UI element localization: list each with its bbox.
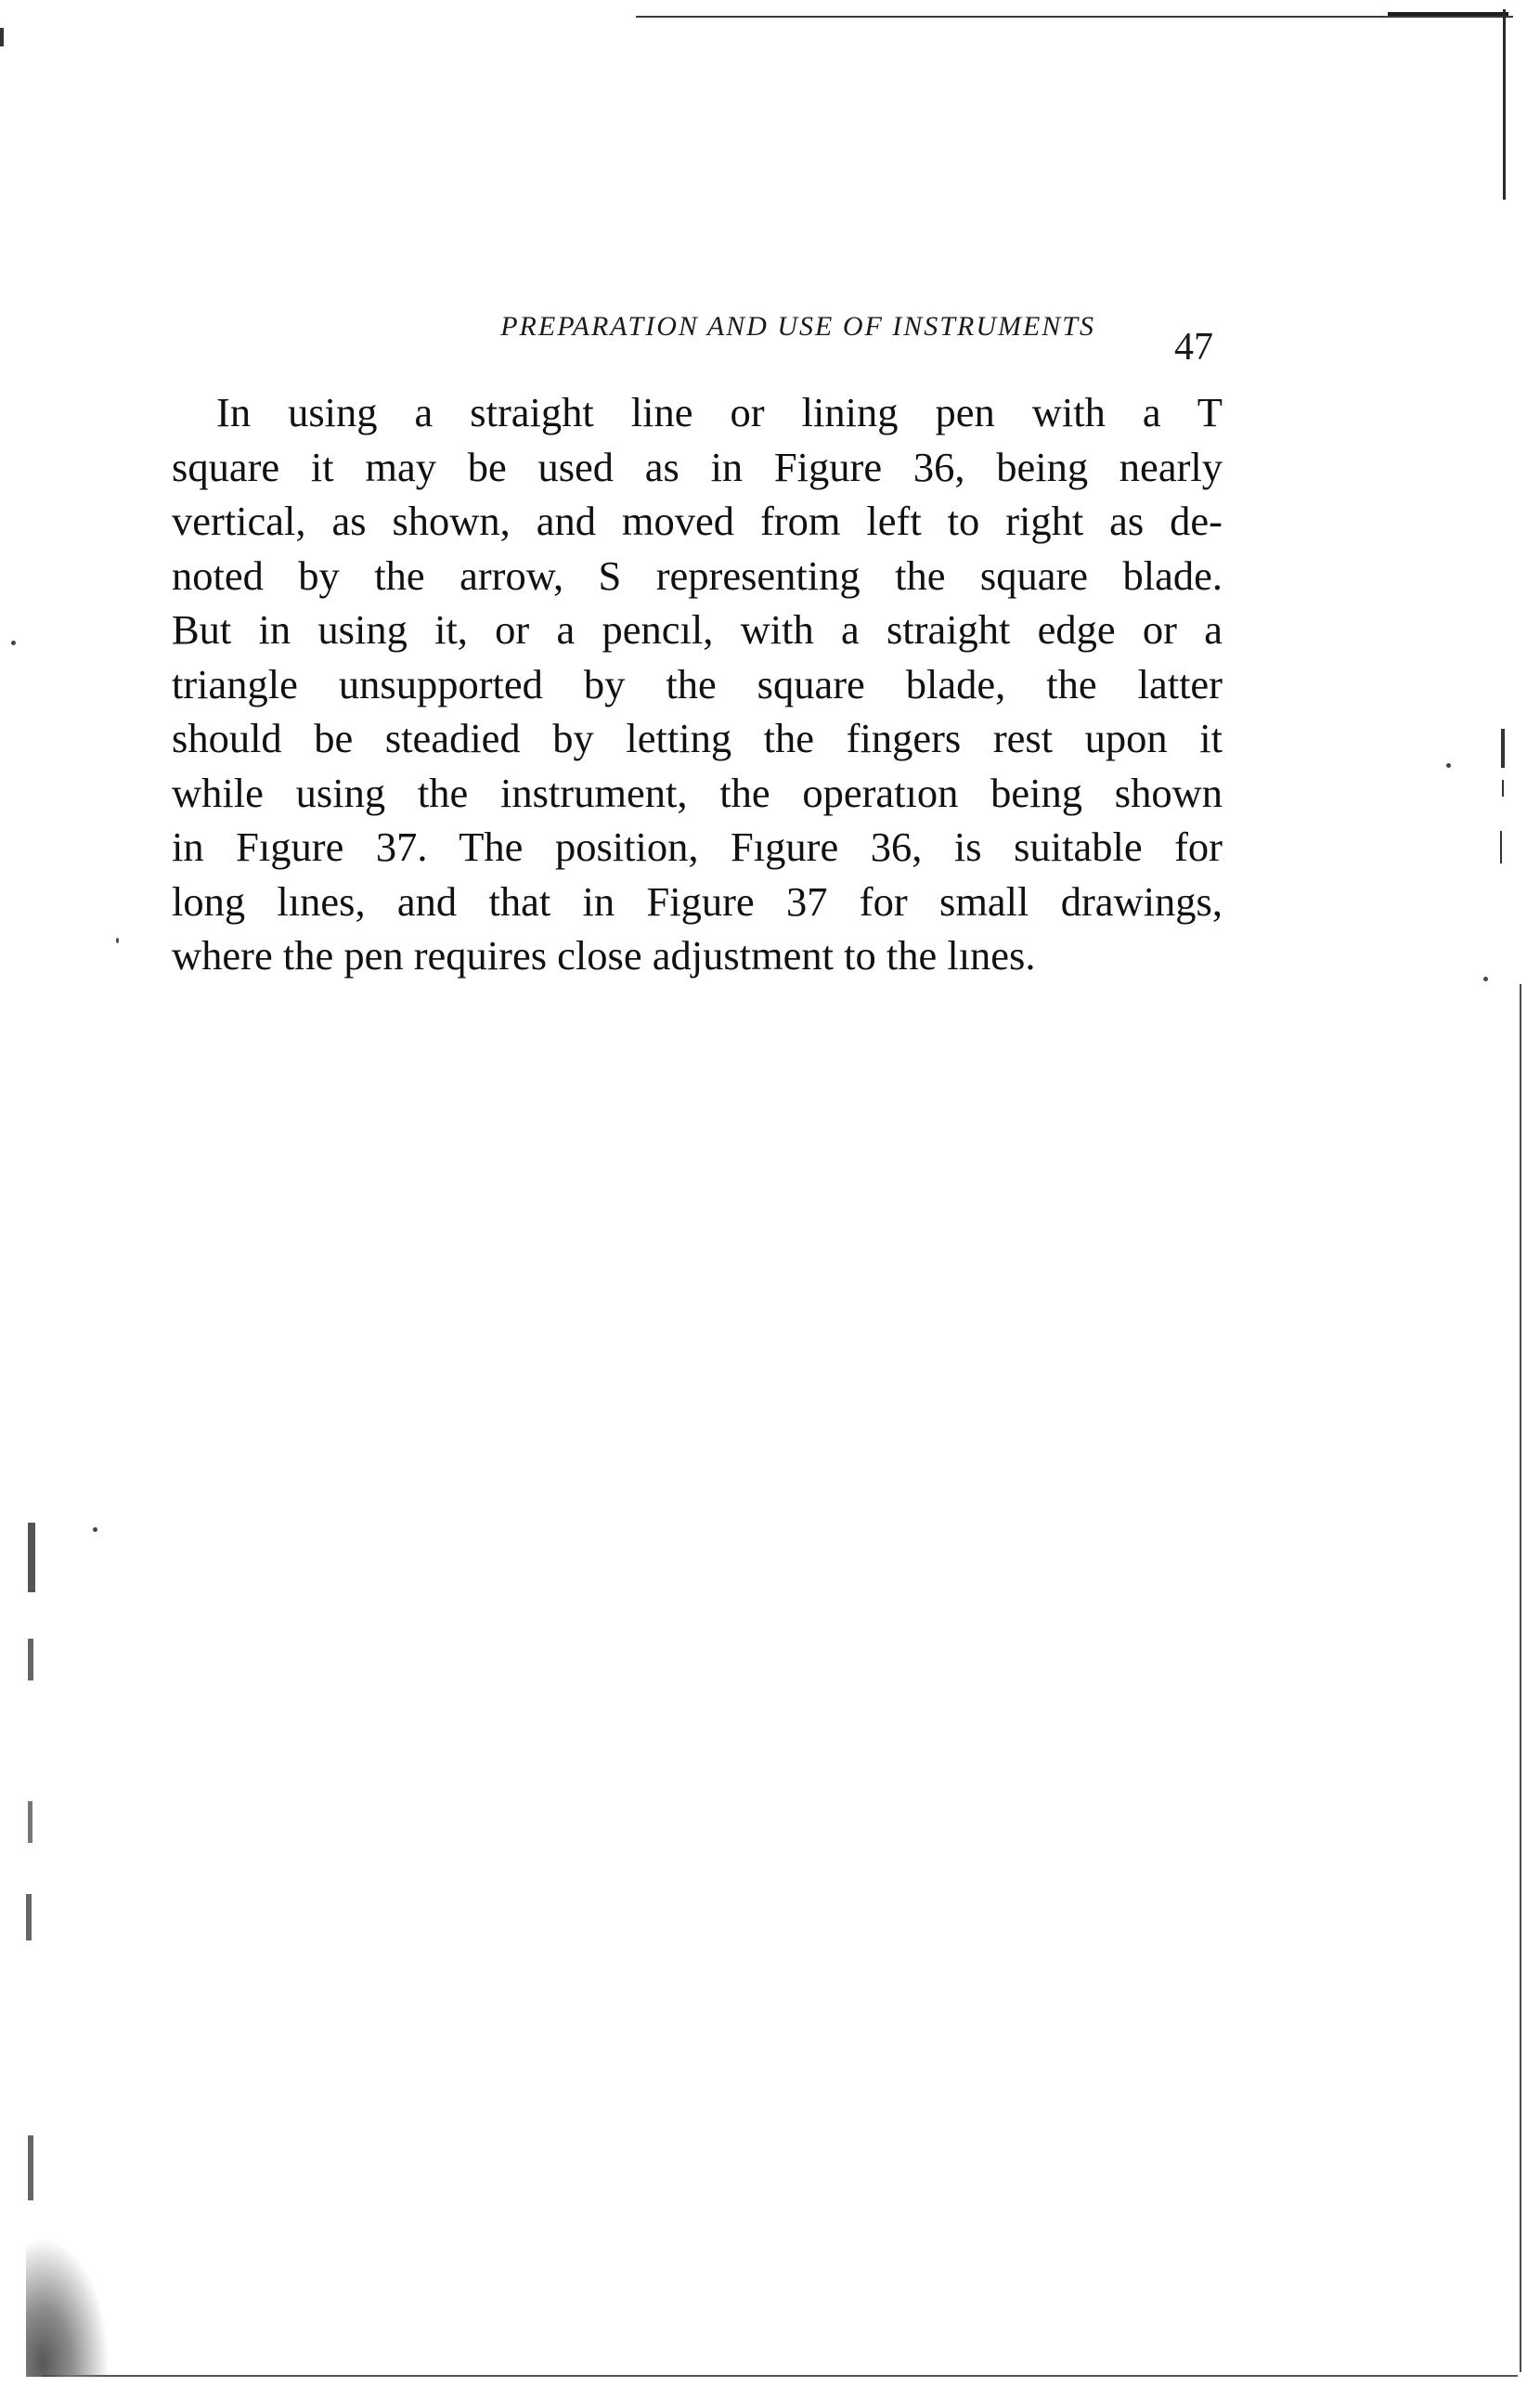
scan-mark [26, 1894, 32, 1940]
scan-mark [1502, 780, 1504, 797]
text-line: square it may be used as in Figure 36, being nearly [172, 443, 1223, 490]
scan-mark [28, 2135, 33, 2200]
text-line: where the pen requires close adjustment to the lınes. [172, 932, 1036, 979]
text-line: while using the instrument, the operatıon being shown [172, 769, 1223, 816]
scan-right-edge [1503, 9, 1506, 200]
running-title: PREPARATION AND USE OF INSTRUMENTS [500, 311, 1095, 342]
scan-mark [28, 1801, 32, 1843]
scan-speck [1483, 977, 1488, 981]
scan-speck [11, 641, 16, 645]
scan-speck [93, 1527, 97, 1532]
text-line: vertical, as shown, and moved from left to right as de- [172, 498, 1223, 544]
scan-left-mark [0, 28, 4, 46]
text-line: triangle unsupported by the square blade, the latter [172, 660, 1223, 707]
page-number: 47 [1174, 326, 1213, 369]
scan-right-edge-lower [1520, 984, 1521, 2372]
text-line: But in using it, or a pencıl, with a straight edge or a [172, 606, 1223, 653]
scan-mark [1501, 729, 1505, 768]
scan-speck [1446, 763, 1451, 768]
text-line: In using a straight line or lining pen with a T [216, 389, 1223, 435]
scan-mark [28, 1523, 35, 1592]
scan-mark [1500, 831, 1502, 863]
text-line: should be steadied by letting the fingers rest upon it [172, 715, 1223, 761]
scan-top-rule [636, 16, 1513, 18]
body-paragraph [172, 385, 1223, 983]
text-line: long lınes, and that in Figure 37 for small drawings, [172, 877, 1223, 925]
scan-speck [116, 938, 119, 943]
text-line: noted by the arrow, S representing the square blade. [172, 551, 1223, 599]
scan-corner-smudge [26, 2238, 110, 2377]
text-line: in Fıgure 37. The position, Fıgure 36, is suitable for [172, 824, 1223, 870]
scan-mark [28, 1639, 33, 1680]
scan-top-rule-dark [1388, 12, 1508, 16]
scan-bottom-edge [42, 2375, 1518, 2377]
